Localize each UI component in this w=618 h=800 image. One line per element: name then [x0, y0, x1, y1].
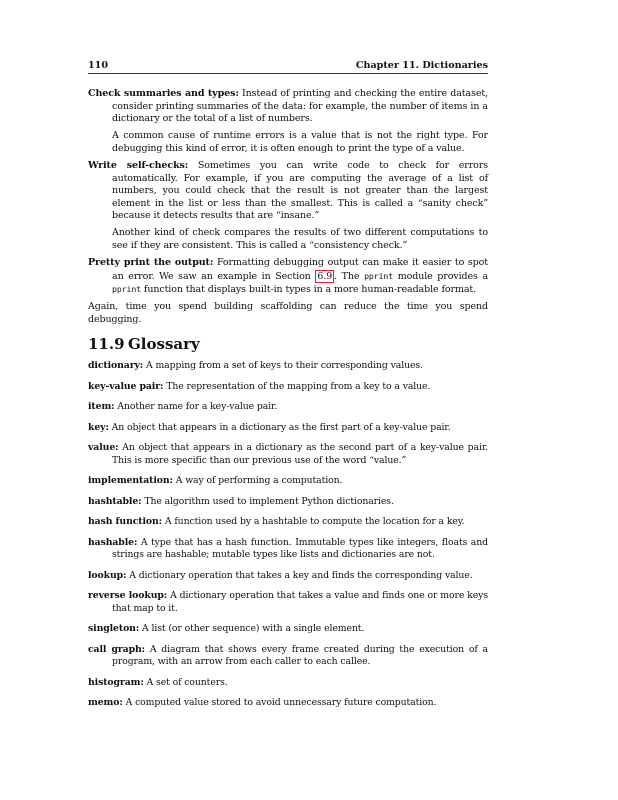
- glossary-term: call graph:: [88, 643, 145, 655]
- tip-text: module provides a: [397, 270, 489, 282]
- code-pprint-function: pprint: [112, 284, 141, 295]
- glossary-term: key-value pair:: [88, 380, 164, 392]
- glossary-term: dictionary:: [88, 360, 144, 371]
- glossary-entry: [88, 422, 488, 435]
- closing-paragraph: Again, time you spend building scaffolding can reduce the time you spend debugging.: [88, 301, 488, 325]
- glossary-entry: [88, 381, 488, 394]
- glossary-term: lookup:: [88, 569, 127, 581]
- section-title: Glossary: [128, 335, 200, 353]
- chapter-title: Chapter 11. Dictionaries: [355, 60, 488, 71]
- tip-term: Check summaries and types:: [88, 88, 239, 99]
- glossary-definition: A way of performing a computation.: [175, 475, 343, 486]
- glossary-term: histogram:: [88, 676, 144, 688]
- glossary-term: key:: [88, 421, 109, 433]
- glossary-definition: An object that appears in a dictionary as the first part of a key-value pair.: [111, 421, 451, 433]
- glossary-term: value:: [88, 442, 119, 453]
- glossary-term: hashable:: [88, 536, 138, 548]
- glossary-definition: The representation of the mapping from a key to a value.: [166, 380, 431, 392]
- glossary-definition: An object that appears in a dictionary as the second part of a key-value pair. This is more specific than our previous use of the word “value.”: [112, 442, 489, 466]
- running-header: [88, 60, 488, 74]
- glossary-definition: A diagram that shows every frame created during the execution of a program, with an arrow from each caller to each callee.: [112, 643, 488, 667]
- glossary-entry: [88, 360, 488, 373]
- glossary-entry: [88, 677, 488, 690]
- tip-text: Instead of printing and checking the entire dataset, consider printing summaries of the data: for example, the number of items in a dictionary or the total of a list of numbers.: [112, 88, 489, 125]
- glossary-term: singleton:: [88, 623, 140, 634]
- glossary-entry: [88, 516, 488, 529]
- tip-text: . The: [334, 270, 360, 282]
- glossary-definition: A dictionary operation that takes a value and finds one or more keys that map to it.: [112, 590, 488, 614]
- glossary-entry: [88, 570, 488, 583]
- tip-extra: Another kind of check compares the results of two different computations to see if they are consistent. This is called a “consistency check.”: [112, 227, 488, 252]
- glossary-term: item:: [88, 401, 115, 412]
- tip-text: Sometimes you can write code to check for errors automatically. For example, if you are computing the average of a list of numbers, you could check that the result is not greater than the largest element in the list or less than the smallest. This is called a “sanity check” because it detects results that are “insane.”: [112, 159, 489, 222]
- glossary-entry: [88, 537, 488, 562]
- section-heading: [88, 335, 488, 353]
- tip-self-checks: [88, 160, 488, 223]
- glossary-term: reverse lookup:: [88, 590, 168, 601]
- glossary-entry: [88, 401, 488, 414]
- glossary-entry: [88, 442, 488, 467]
- glossary-entry: [88, 697, 488, 710]
- debugging-tips: [88, 88, 488, 327]
- glossary-definition: A computed value stored to avoid unnecessary future computation.: [125, 697, 437, 708]
- glossary-entry: [88, 623, 488, 636]
- glossary-definition: Another name for a key-value pair.: [117, 401, 278, 412]
- glossary-term: hash function:: [88, 516, 163, 527]
- glossary-definition: The algorithm used to implement Python dictionaries.: [144, 495, 394, 507]
- glossary-entry: [88, 644, 488, 669]
- tip-check-summaries: [88, 88, 488, 126]
- glossary-term: implementation:: [88, 475, 173, 486]
- tip-text: Formatting debugging output can make it easier to spot an error. We saw an example in Section: [112, 257, 488, 282]
- glossary-definition: A mapping from a set of keys to their corresponding values.: [146, 360, 423, 371]
- tip-extra: A common cause of runtime errors is a value that is not the right type. For debugging this kind of error, it is often enough to print the type of a value.: [112, 130, 488, 154]
- section-number: 11.9: [88, 335, 125, 353]
- section-link[interactable]: 6.9: [317, 270, 333, 282]
- glossary-entry: [88, 475, 488, 488]
- tip-pretty-print: [88, 257, 488, 297]
- tip-text: function that displays built-in types in a more human-readable format.: [143, 284, 477, 296]
- code-pprint-module: pprint: [364, 270, 394, 281]
- glossary-definition: A dictionary operation that takes a key and finds the corresponding value.: [129, 569, 473, 581]
- glossary-term: hashtable:: [88, 495, 142, 507]
- header-rule: [88, 73, 488, 74]
- tip-term: Write self-checks:: [88, 159, 189, 171]
- page-number: 110: [88, 60, 109, 71]
- glossary-entry: [88, 590, 488, 615]
- glossary-term: memo:: [88, 697, 123, 708]
- glossary-definition: A set of counters.: [146, 676, 228, 688]
- glossary-definition: A function used by a hashtable to compute the location for a key.: [164, 516, 465, 527]
- glossary-entry: [88, 496, 488, 509]
- glossary-definition: A list (or other sequence) with a single element.: [142, 623, 365, 634]
- glossary-definition: A type that has a hash function. Immutable types like integers, floats and strings are hashable; mutable types like lists and dictionaries are not.: [112, 536, 488, 560]
- glossary-list: [88, 360, 488, 718]
- tip-term: Pretty print the output:: [88, 257, 214, 269]
